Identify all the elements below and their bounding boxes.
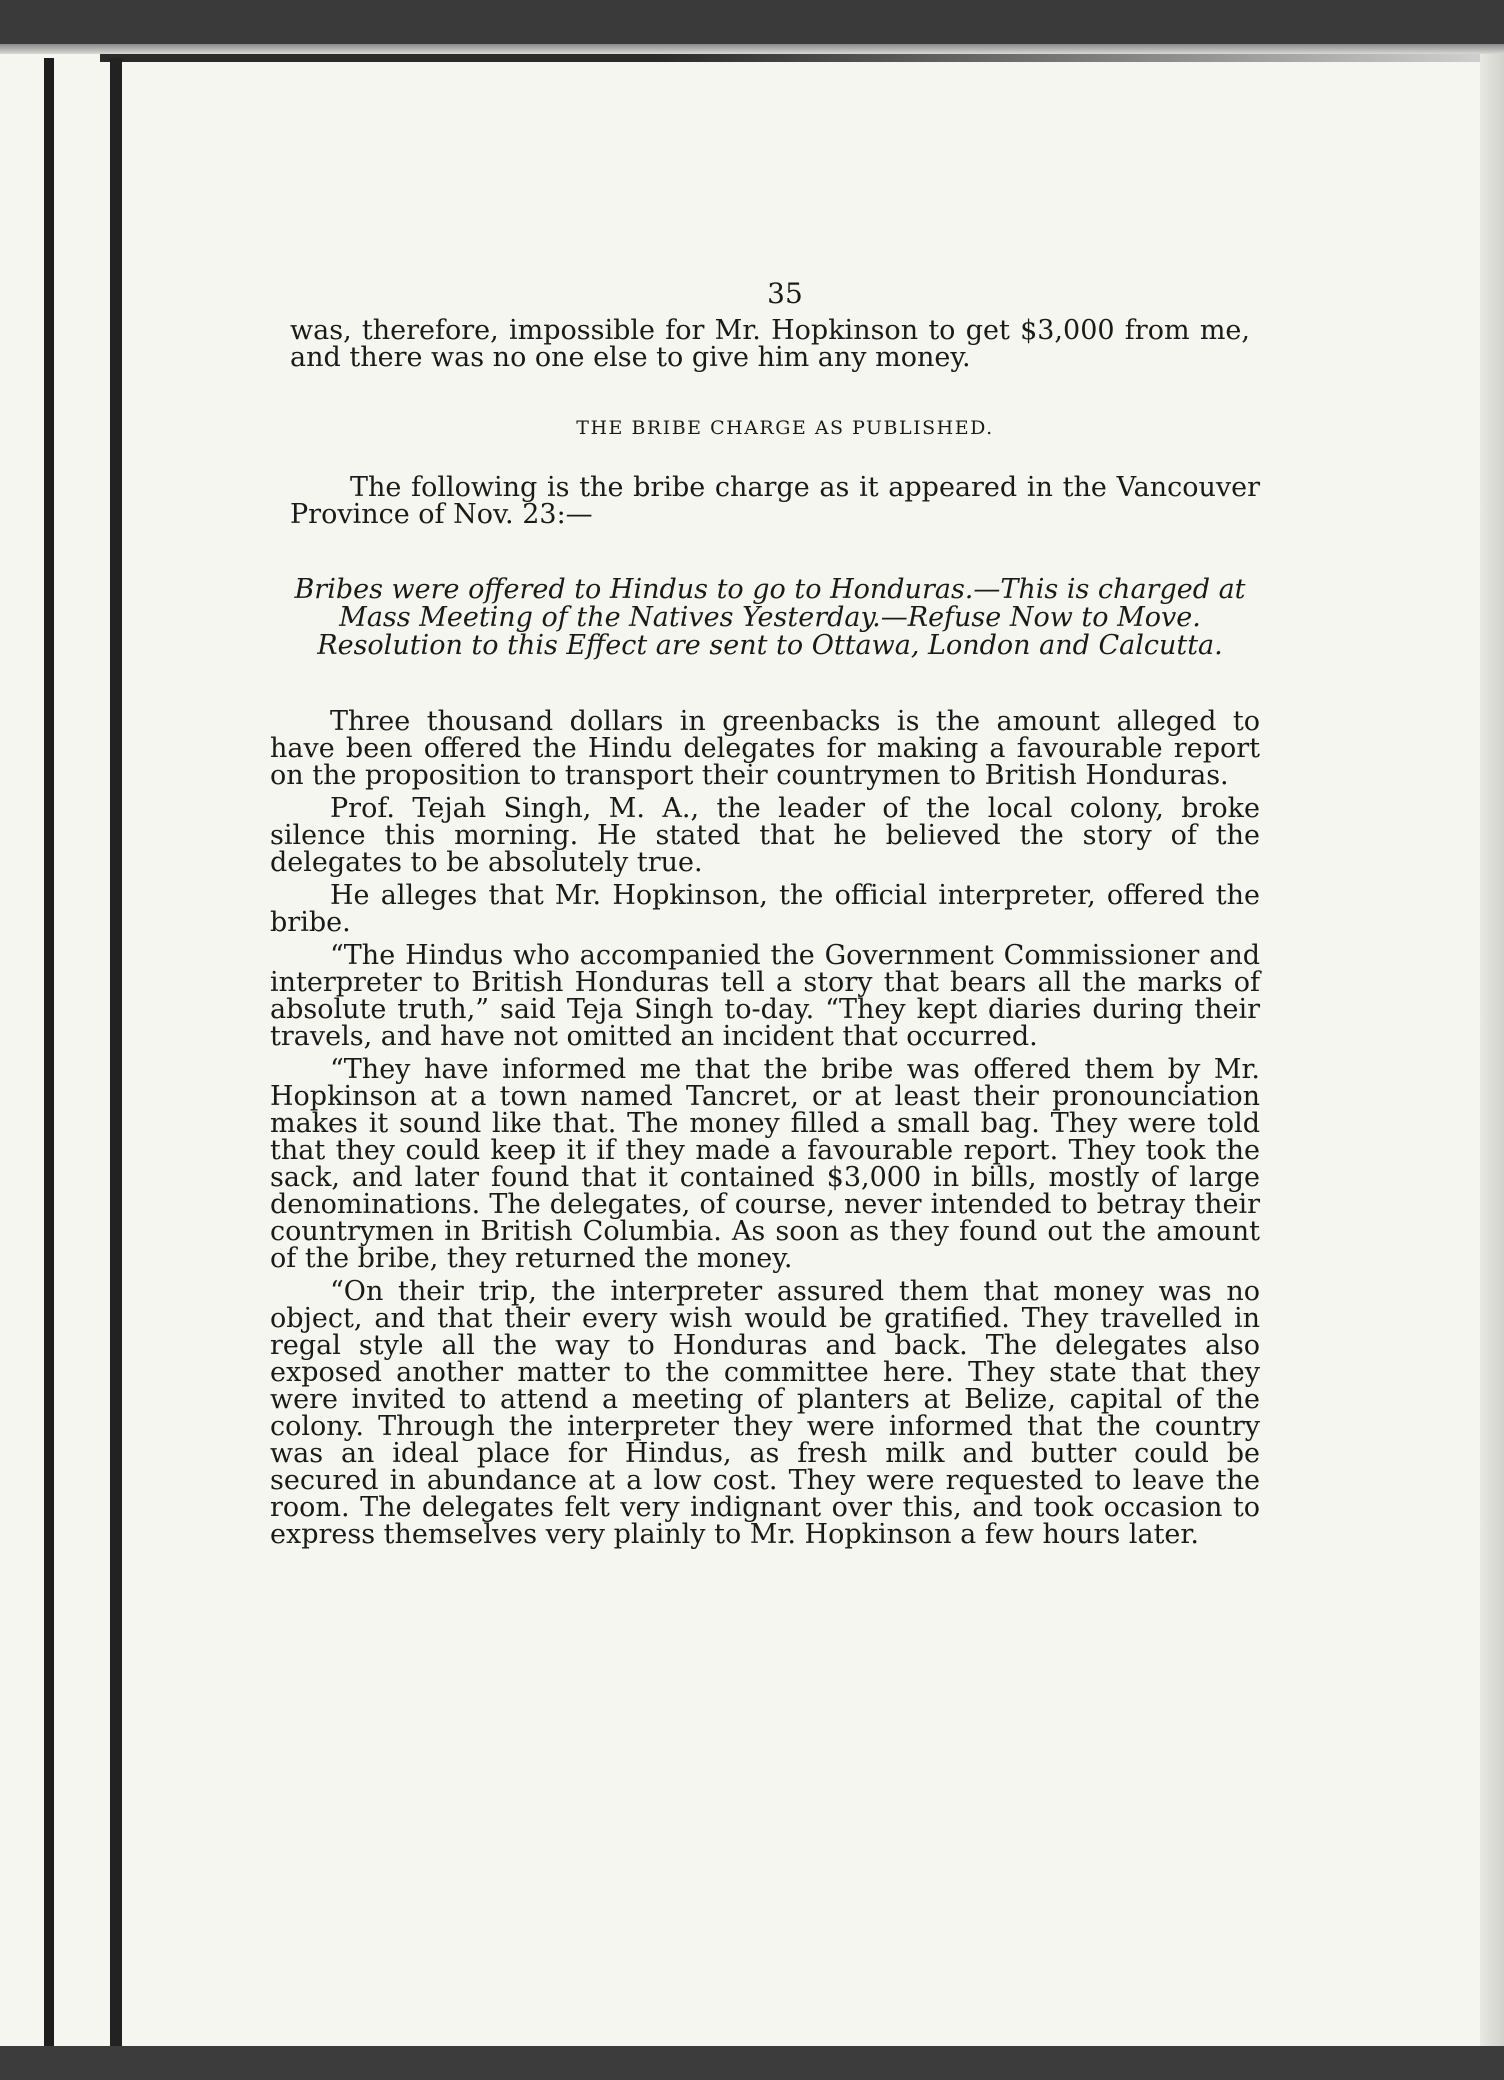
body-paragraph: Prof. Tejah Singh, M. A., the leader of the local colony, broke silence this morning. He stated that he believed the story of the delegates to be absolutely true.: [270, 793, 1260, 878]
scan-bottom-border: [0, 2046, 1504, 2080]
page-margin-rule: [110, 58, 122, 2048]
page-left-rule: [44, 58, 54, 2048]
scan-top-border: [0, 0, 1504, 44]
newspaper-headline: Bribes were offered to Hindus to go to Honduras.—This is charged at Mass Meeting of the Natives Yesterday.—Refuse Now to Move. Resolution to this Effect are sent to Ottawa, London and Calcutta.: [294, 574, 1246, 661]
body-paragraph: He alleges that Mr. Hopkinson, the official interpreter, offered the bribe.: [270, 880, 1260, 938]
intro-paragraph: The following is the bribe charge as it appeared in the Vancouver Province of Nov. 23:—: [290, 472, 1260, 530]
scan-right-edge: [1480, 54, 1504, 2046]
body-paragraph: Three thousand dollars in greenbacks is the amount alleged to have been offered the Hindu delegates for making a favourable report on the proposition to transport their countrymen to British Honduras.: [270, 706, 1260, 791]
page-content: [250, 277, 1260, 1554]
section-heading: THE BRIBE CHARGE AS PUBLISHED.: [576, 417, 994, 439]
body-paragraph: “On their trip, the interpreter assured them that money was no object, and that their every wish would be gratified. They travelled in regal style all the way to Honduras and back. The delegates also exposed another matter to the committee here. They state that they were invited to attend a meeting of planters at Belize, capital of the colony. Through the interpreter they were informed that the country was an ideal place for Hindus, as fresh milk and butter could be secured in abundance at a low cost. They were requested to leave the room. The delegates felt very indignant over this, and took occasion to express themselves very plainly to Mr. Hopkinson a few hours later.: [270, 1276, 1260, 1550]
body-paragraph: “The Hindus who accompanied the Government Commissioner and interpreter to British Honduras tell a story that bears all the marks of absolute truth,” said Teja Singh to-day. “They kept diaries during their travels, and have not omitted an incident that occurred.: [270, 940, 1260, 1052]
page-number: 35: [767, 277, 803, 310]
page-top-rule: [100, 54, 1480, 62]
body-paragraph: “They have informed me that the bribe was offered them by Mr. Hopkinson at a town named Tancret, or at least their pronounciation makes it sound like that. The money filled a small bag. They were told that they could keep it if they made a favourable report. They took the sack, and later found that it contained $3,000 in bills, mostly of large denominations. The delegates, of course, never intended to betray their countrymen in British Columbia. As soon as they found out the amount of the bribe, they returned the money.: [270, 1054, 1260, 1274]
continuation-paragraph: was, therefore, impossible for Mr. Hopkinson to get $3,000 from me, and there was no one else to give him any money.: [290, 315, 1250, 373]
scan-top-shade: [0, 44, 1504, 54]
